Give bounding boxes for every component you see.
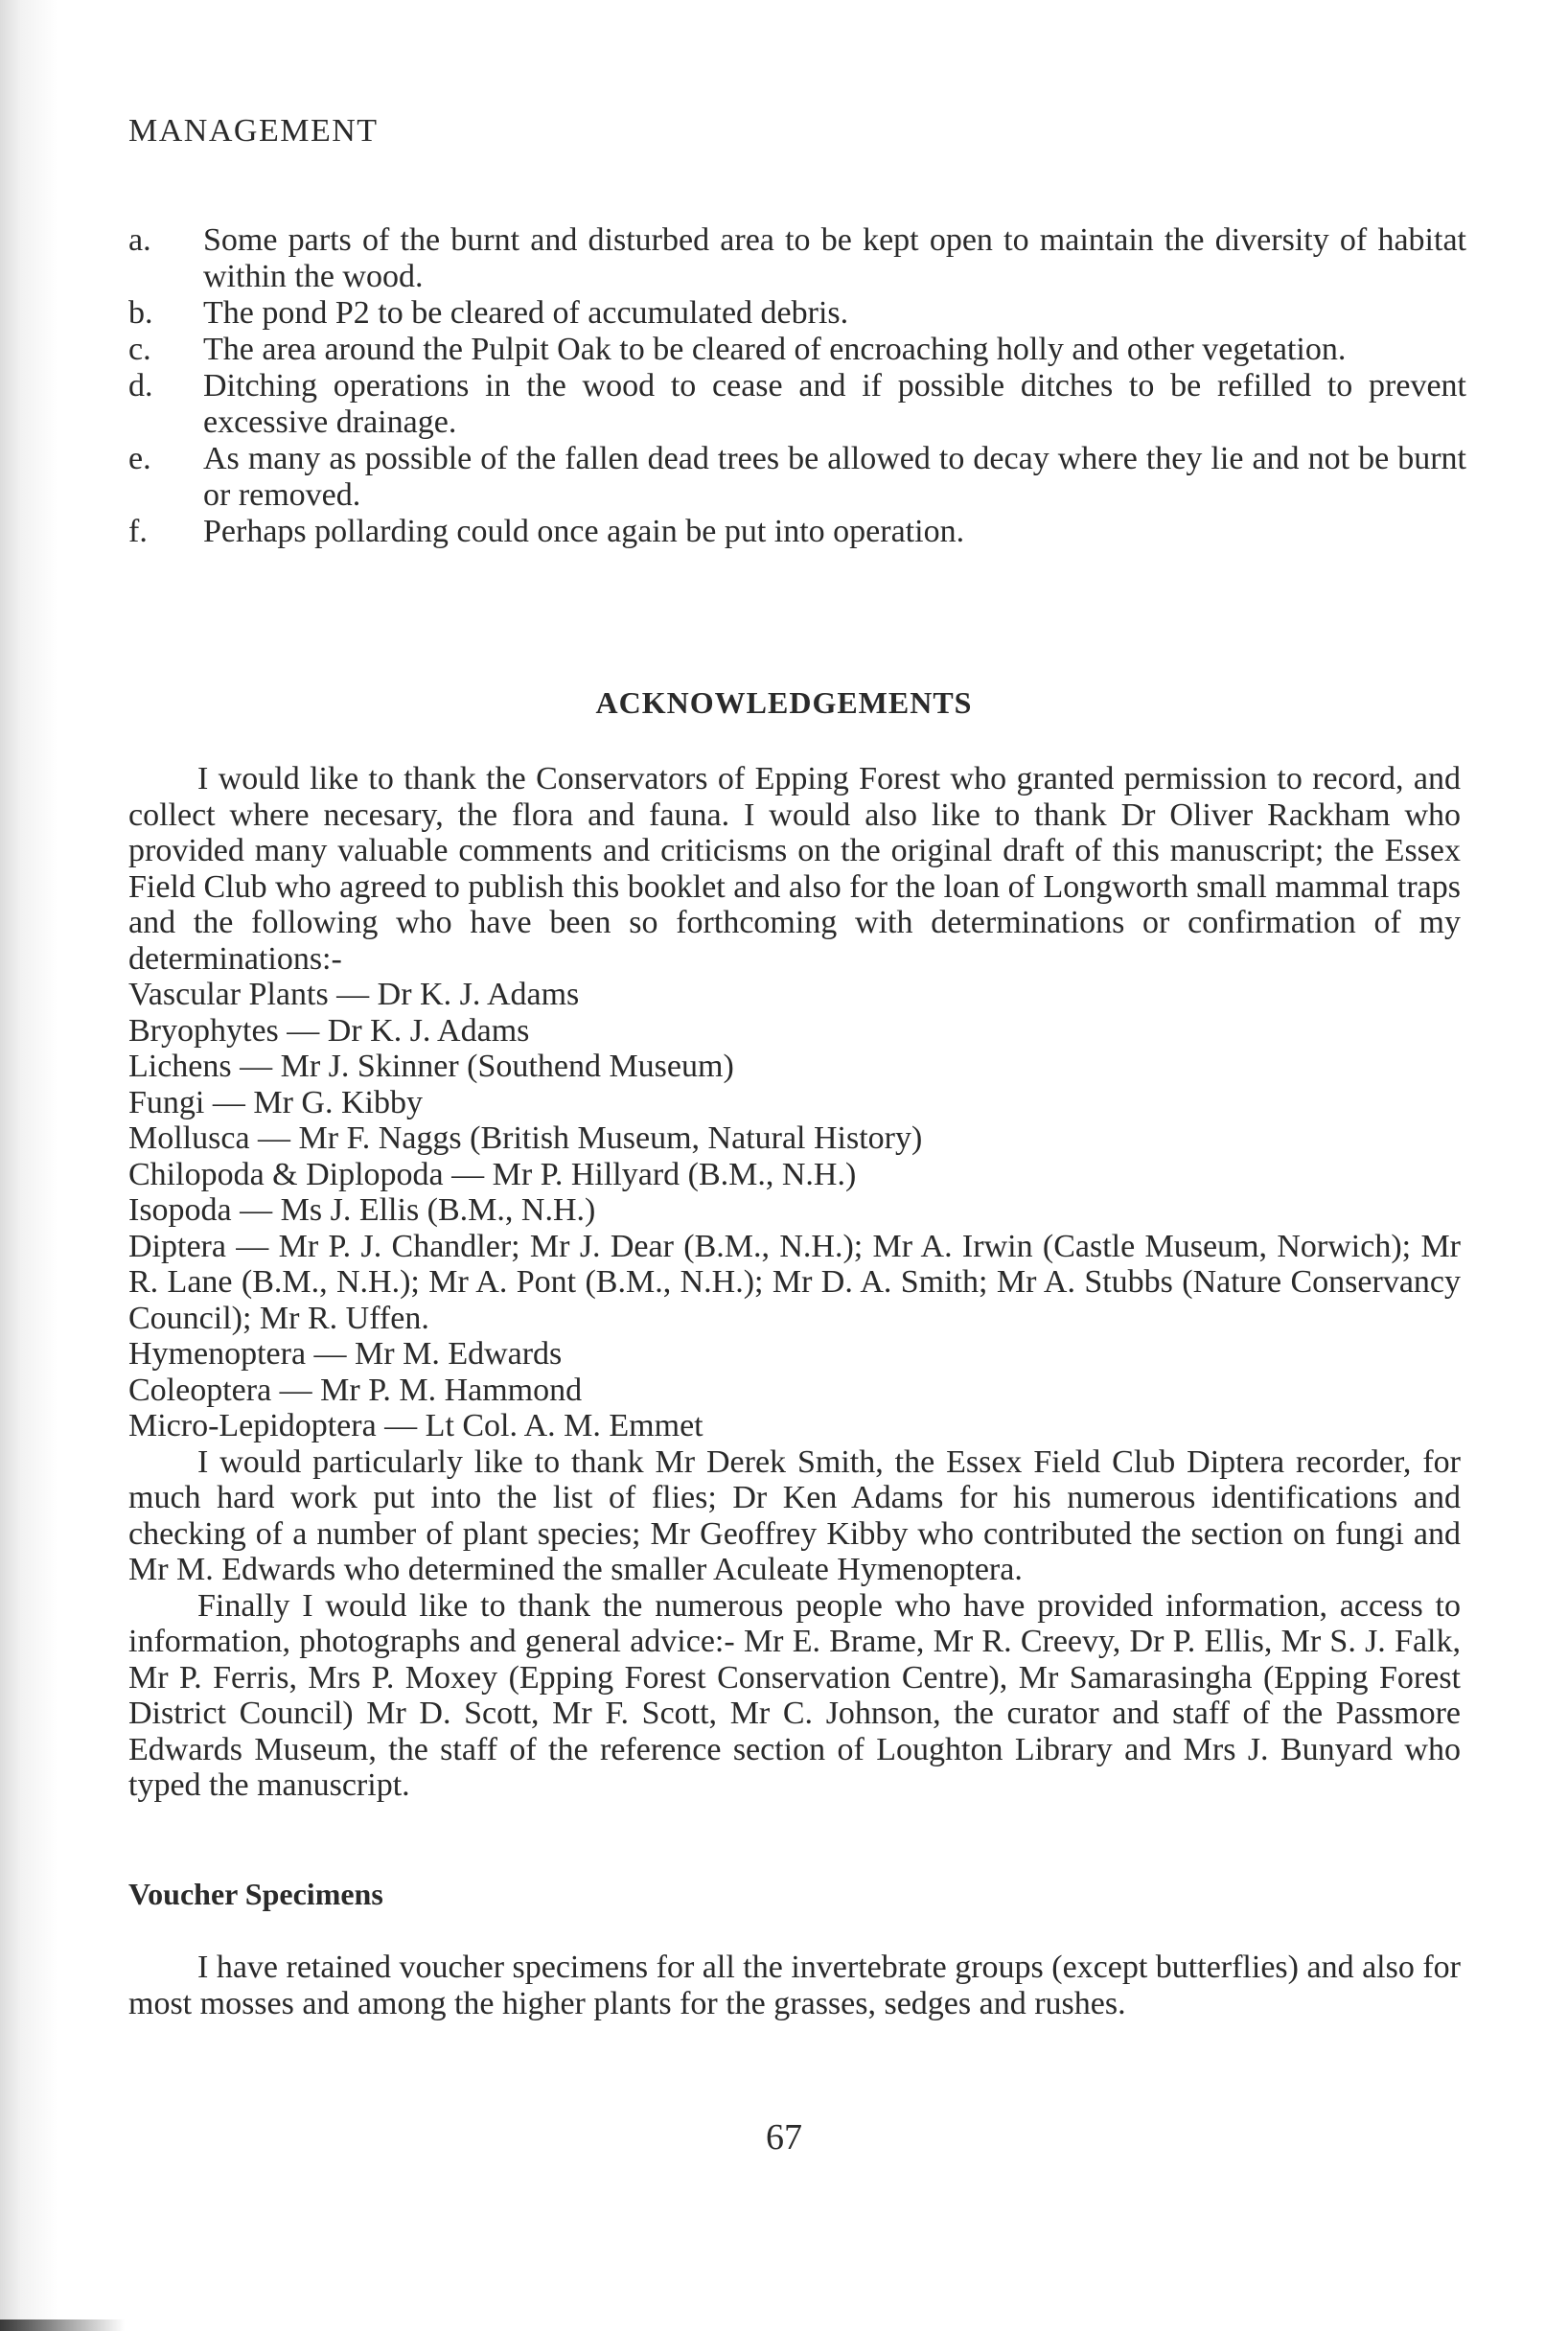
item-text: The area around the Pulpit Oak to be cleared of encroaching holly and other vegetation. [203, 332, 1347, 367]
acknowledgements-body [128, 761, 1461, 1804]
credit-micro-lepidoptera: Micro-Lepidoptera — Lt Col. A. M. Emmet [128, 1408, 703, 1443]
item-text: As many as possible of the fallen dead trees be allowed to decay where they lie and not be burnt or removed. [203, 441, 1466, 513]
acknowledgements-intro: I would like to thank the Conservators of Epping Forest who granted permission to record, and collect where necesary, the flora and fauna. I would also like to thank Dr Oliver Rackham who provided many valuable comments and criticisms on the original draft of this manuscript; the Essex Field Club who agreed to publish this booklet and also for the loan of Longworth small mammal traps and the following who have been so forthcoming with determinations or confirmation of my determinations:- [128, 761, 1461, 977]
voucher-body [128, 1950, 1461, 2021]
management-heading: MANAGEMENT [128, 113, 379, 149]
acknowledgements-thanks-paragraph: I would particularly like to thank Mr Derek Smith, the Essex Field Club Diptera recorder, for much hard work put into the list of flies; Dr Ken Adams for his numerous identifications and checking of a number of plant species; Mr Geoffrey Kibby who contributed the section on fungi and Mr M. Edwards who determined the smaller Aculeate Hymenoptera. [128, 1443, 1461, 1587]
item-letter: b. [128, 295, 153, 331]
page-edge-shadow [0, 2319, 125, 2331]
management-item-e [128, 441, 1466, 514]
item-text: Perhaps pollarding could once again be put into operation. [203, 514, 965, 549]
credits-list [128, 977, 1461, 1444]
credit-hymenoptera: Hymenoptera — Mr M. Edwards [128, 1336, 563, 1372]
management-item-b [128, 295, 1466, 332]
page-number: 67 [766, 2117, 802, 2158]
credit-fungi: Fungi — Mr G. Kibby [128, 1084, 423, 1120]
item-letter: a. [128, 222, 151, 258]
credit-chilopoda-diplopoda: Chilopoda & Diplopoda — Mr P. Hillyard (B.M., N.H.) [128, 1156, 857, 1192]
acknowledgements-heading: ACKNOWLEDGEMENTS [595, 685, 973, 720]
management-item-a [128, 222, 1466, 295]
acknowledgements-finally-paragraph: Finally I would like to thank the numerous people who have provided information, access to information, photographs and general advice:- Mr E. Brame, Mr R. Creevy, Dr P. Ellis, Mr S. J. Falk, Mr P. Ferris, Mrs P. Moxey (Epping Forest Conservation Centre), Mr Samarasingha (Epping Forest District Council) Mr D. Scott, Mr F. Scott, Mr C. Johnson, the curator and staff of the Passmore Edwards Museum, the staff of the reference section of Loughton Library and Mrs J. Bunyard who typed the manuscript. [128, 1587, 1461, 1803]
item-letter: e. [128, 441, 151, 476]
item-letter: c. [128, 332, 151, 367]
credit-mollusca: Mollusca — Mr F. Naggs (British Museum, Natural History) [128, 1120, 923, 1156]
item-letter: d. [128, 368, 153, 404]
item-text: The pond P2 to be cleared of accumulated debris. [203, 295, 849, 331]
credit-coleoptera: Coleoptera — Mr P. M. Hammond [128, 1372, 583, 1408]
management-list [128, 222, 1466, 550]
credit-lichens: Lichens — Mr J. Skinner (Southend Museum) [128, 1049, 734, 1084]
management-item-c [128, 332, 1466, 368]
voucher-heading: Voucher Specimens [128, 1877, 383, 1911]
credit-diptera: Diptera — Mr P. J. Chandler; Mr J. Dear (B.M., N.H.); Mr A. Irwin (Castle Museum, Norwich); Mr R. Lane (B.M., N.H.); Mr A. Pont (B.M., N.H.); Mr D. A. Smith; Mr A. Stubbs (Nature Conservancy Council); Mr R. Uffen. [128, 1228, 1461, 1336]
credit-bryophytes: Bryophytes — Dr K. J. Adams [128, 1012, 530, 1049]
item-text: Some parts of the burnt and disturbed area to be kept open to maintain the diversity of habitat within the wood. [203, 222, 1466, 294]
credit-vascular-plants: Vascular Plants — Dr K. J. Adams [128, 977, 580, 1012]
management-item-d [128, 368, 1466, 441]
management-item-f [128, 514, 1466, 550]
credit-isopoda: Isopoda — Ms J. Ellis (B.M., N.H.) [128, 1192, 596, 1228]
voucher-paragraph: I have retained voucher specimens for all the invertebrate groups (except butterflies) and also for most mosses and among the higher plants for the grasses, sedges and rushes. [128, 1950, 1461, 2021]
item-text: Ditching operations in the wood to cease and if possible ditches to be refilled to prevent excessive drainage. [203, 368, 1466, 440]
item-letter: f. [128, 514, 148, 549]
